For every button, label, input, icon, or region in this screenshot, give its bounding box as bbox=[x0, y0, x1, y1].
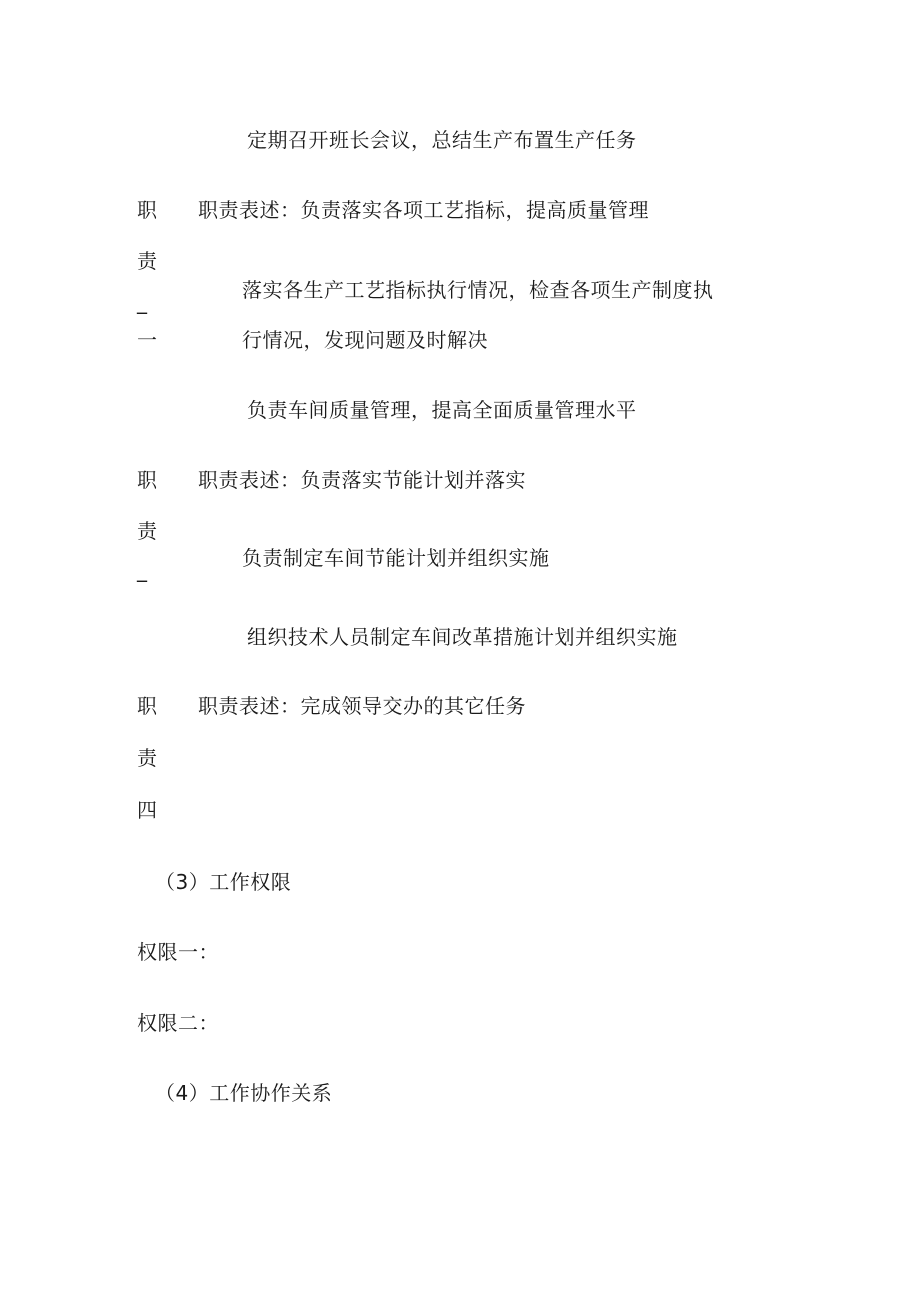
duty-side-label: 责 bbox=[137, 746, 157, 770]
duty-task-line: 行情况，发现问题及时解决 bbox=[242, 328, 488, 352]
duty-task-line: 负责制定车间节能计划并组织实施 bbox=[242, 546, 550, 570]
section-heading: （4）工作协作关系 bbox=[155, 1081, 333, 1105]
duty-task-line: 定期召开班长会议，总结生产布置生产任务 bbox=[247, 128, 637, 152]
authority-item: 权限一： bbox=[137, 940, 219, 964]
duty-task-line: 组织技术人员制定车间改革措施计划并组织实施 bbox=[247, 625, 678, 649]
duty-description: 职责表述：负责落实节能计划并落实 bbox=[198, 468, 526, 492]
authority-item: 权限二： bbox=[137, 1011, 219, 1035]
duty-side-label: 职 bbox=[137, 694, 157, 718]
duty-description: 职责表述：负责落实各项工艺指标，提高质量管理 bbox=[198, 198, 649, 222]
duty-task-line: 负责车间质量管理，提高全面质量管理水平 bbox=[247, 398, 637, 422]
duty-side-label: 责 bbox=[137, 249, 157, 273]
duty-side-label: 职 bbox=[137, 468, 157, 492]
duty-side-label: _ bbox=[137, 558, 147, 582]
duty-side-label: 一 bbox=[137, 328, 157, 352]
duty-side-label: _ bbox=[137, 290, 147, 314]
duty-task-line: 落实各生产工艺指标执行情况，检查各项生产制度执 bbox=[242, 278, 714, 302]
duty-side-label: 四 bbox=[137, 798, 157, 822]
duty-description: 职责表述：完成领导交办的其它任务 bbox=[198, 694, 526, 718]
duty-side-label: 责 bbox=[137, 519, 157, 543]
duty-side-label: 职 bbox=[137, 198, 157, 222]
section-heading: （3）工作权限 bbox=[155, 870, 292, 894]
